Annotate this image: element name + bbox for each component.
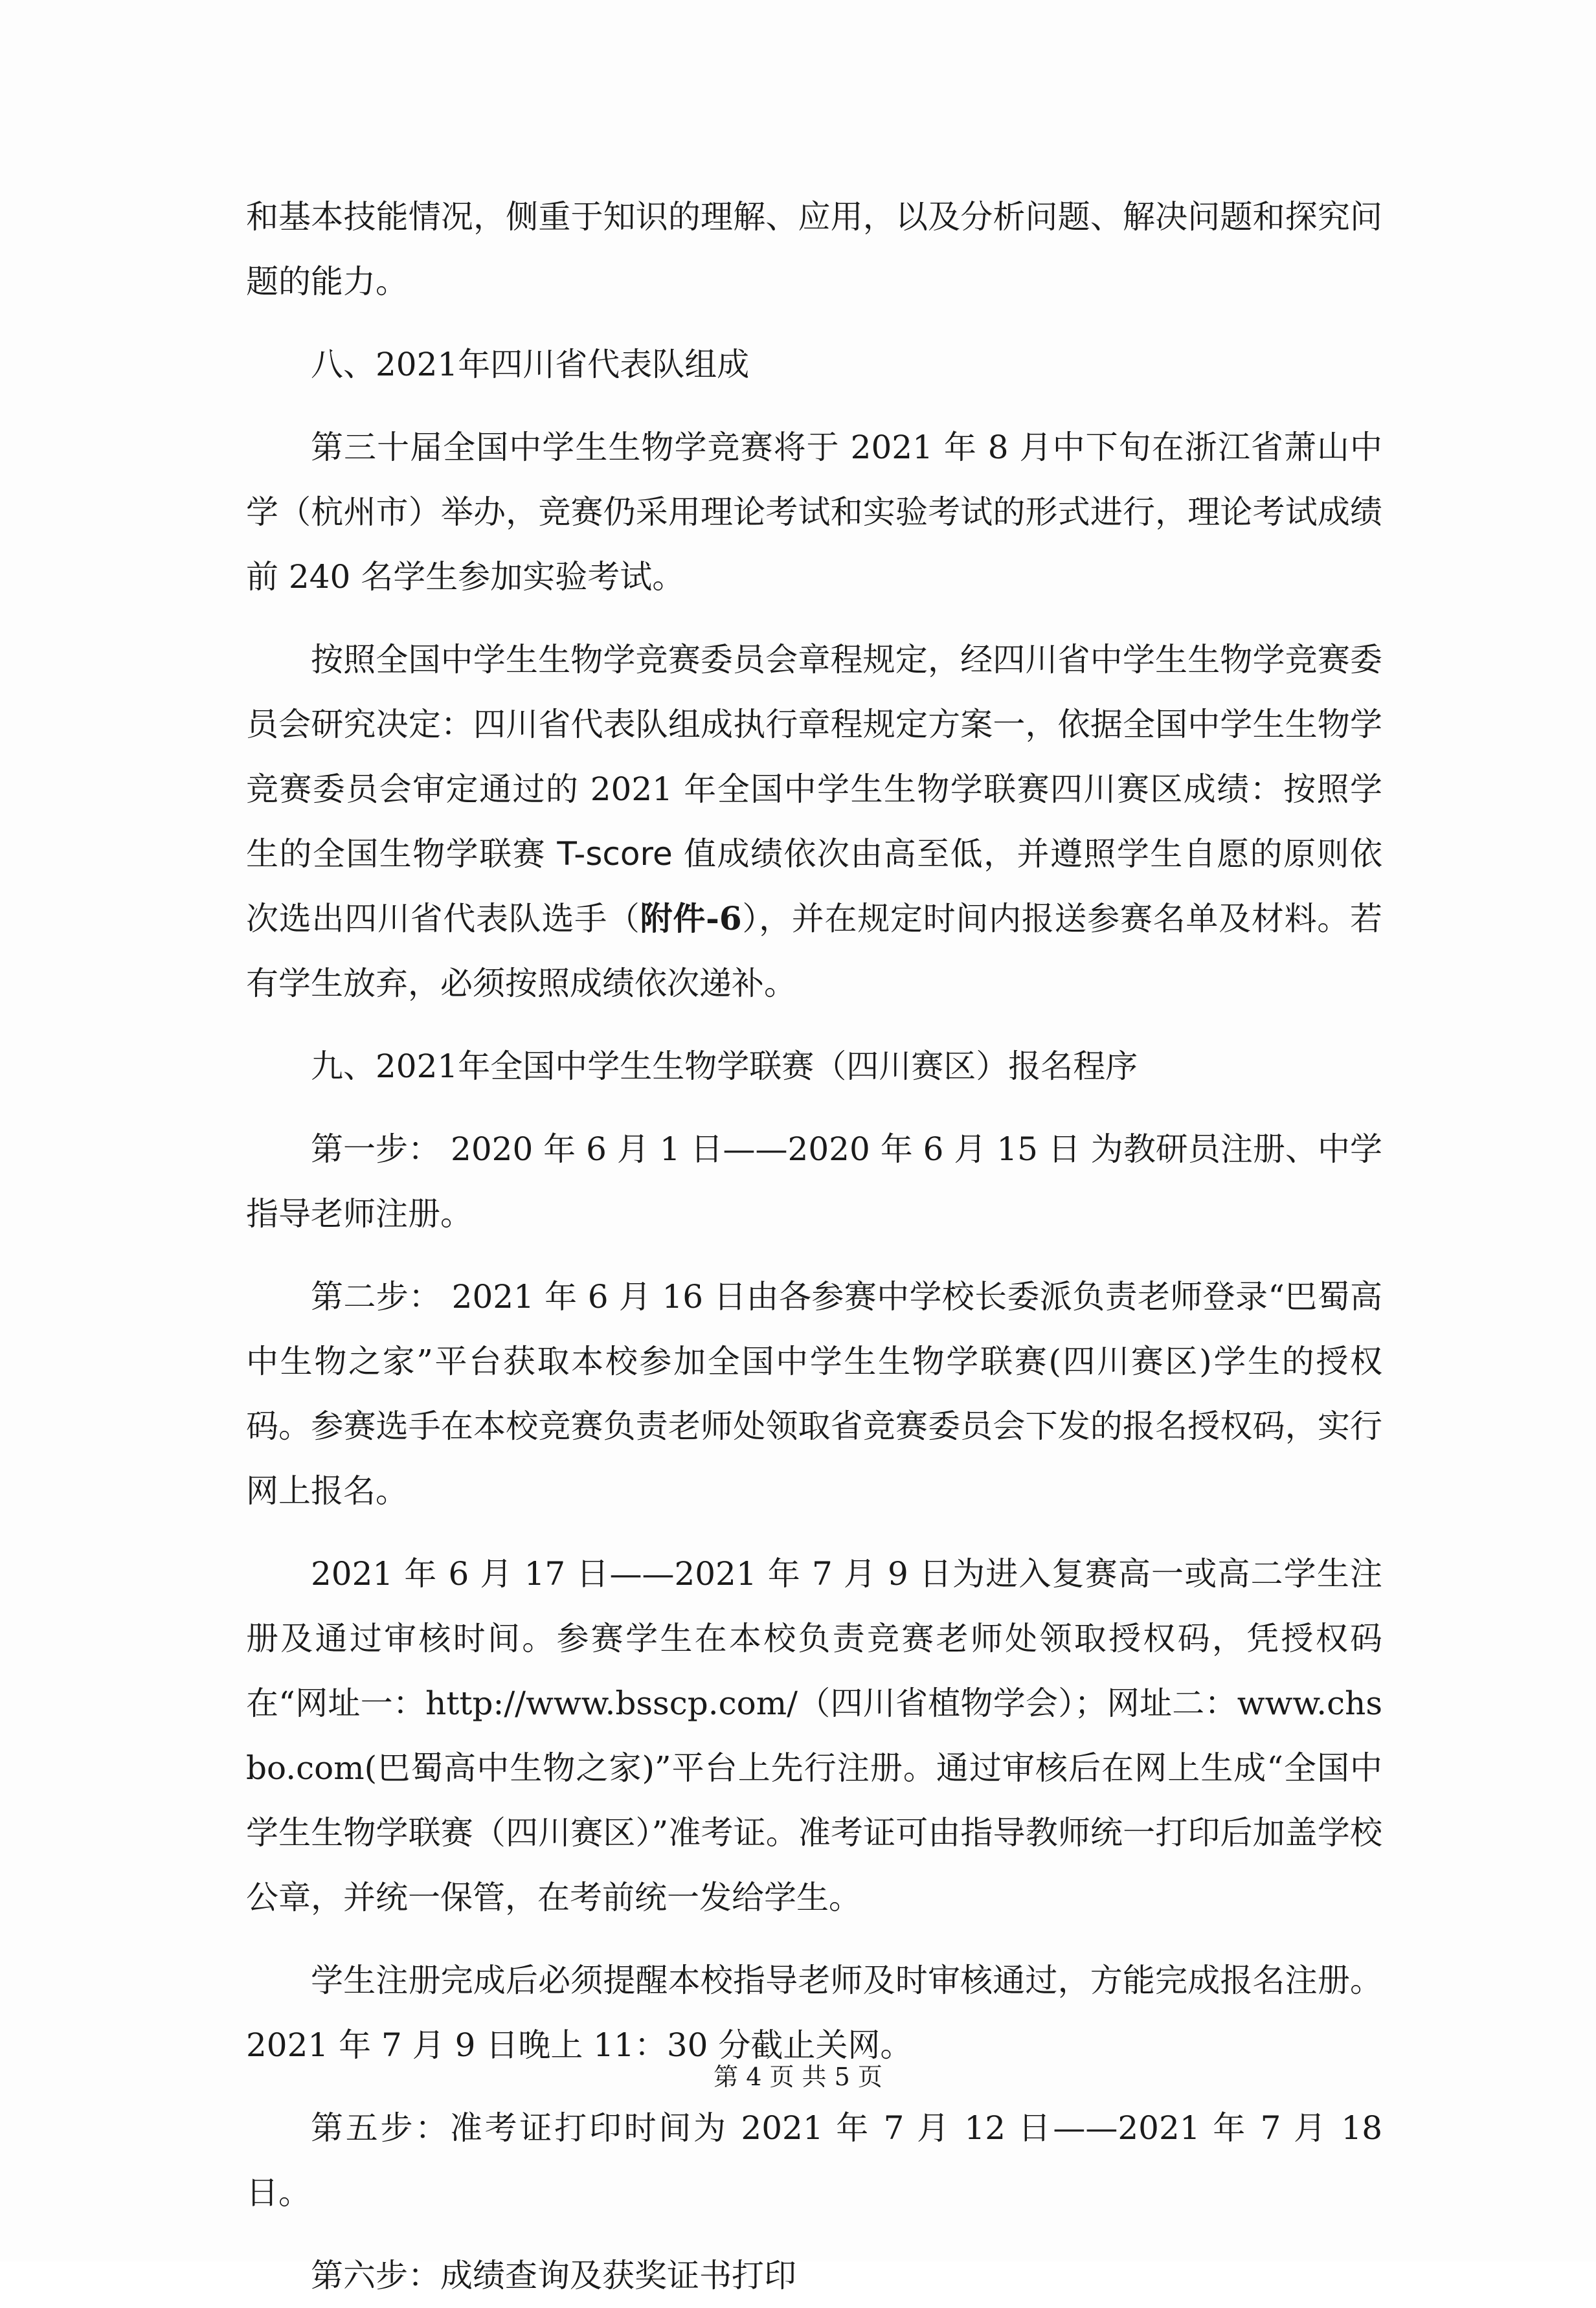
paragraph-registration-period: 2021 年 6 月 17 日——2021 年 7 月 9 日为进入复赛高一或高二学生注册及通过审核时间。参赛学生在本校负责竞赛老师处领取授权码，凭授权码在“网址一：http://www.bsscp.com/（四川省植物学会）；网址二：www.chsbo.com(巴蜀高中生物之家)”平台上先行注册。通过审核后在网上生成“全国中学生生物学联赛（四川赛区）”准考证。准考证可由指导教师统一打印后加盖学校公章，并统一保管，在考前统一发给学生。 (246, 1555, 1383, 1916)
paragraph-competition-info: 第三十届全国中学生生物学竞赛将于 2021 年 8 月中下旬在浙江省萧山中学（杭州市）举办，竞赛仍采用理论考试和实验考试的形式进行，理论考试成绩前 240 名学生参加实验考试。 (246, 429, 1382, 596)
team-selection-text-a: 按照全国中学生生物学竞赛委员会章程规定，经四川省中学生生物学竞赛委员会研究决定：四川省代表队组成执行章程规定方案一，依据全国中学生生物学竞赛委员会审定通过的 2021 年全国中学生生物学联赛四川赛区成绩：按照学生的全国生物学联赛 (246, 641, 1382, 873)
section-heading-8: 八、2021年四川省代表队组成 (311, 346, 750, 383)
paragraph-registration-deadline: 学生注册完成后必须提醒本校指导老师及时审核通过，方能完成报名注册。2021 年 7 月 9 日晚上 11：30 分截止关网。 (246, 1962, 1382, 2064)
tscore-term: T-score (557, 835, 673, 873)
paragraph-continuation: 和基本技能情况，侧重于知识的理解、应用，以及分析问题、解决问题和探究问题的能力。 (246, 198, 1382, 300)
step-5: 第五步：准考证打印时间为 2021 年 7 月 12 日——2021 年 7 月 18 日。 (246, 2109, 1382, 2212)
attachment-reference: 附件-6 (640, 899, 742, 937)
step-6: 第六步：成绩查询及获奖证书打印 (311, 2257, 796, 2294)
document-body (246, 185, 1382, 2308)
step-1: 第一步： 2020 年 6 月 1 日——2020 年 6 月 15 日 为教研员注册、中学指导老师注册。 (246, 1130, 1382, 1233)
section-heading-9: 九、2021年全国中学生生物学联赛（四川赛区）报名程序 (311, 1048, 1138, 1085)
page-number: 第 4 页 共 5 页 (714, 2063, 882, 2091)
team-selection-text-c: ），并在规定时间内报送参赛名单及材料。若有学生放弃，必须按照成绩依次递补。 (246, 900, 1383, 1002)
paragraph-team-selection (246, 627, 1382, 1016)
team-selection-text-b: 值成绩依次由高至低，并遵照学生自愿的原则依次选出四川省代表队选手（ (246, 835, 1382, 937)
step-2: 第二步： 2021 年 6 月 16 日由各参赛中学校长委派负责老师登录“巴蜀高中生物之家”平台获取本校参加全国中学生生物学联赛(四川赛区)学生的授权码。参赛选手在本校竞赛负责老师处领取省竞赛委员会下发的报名授权码，实行网上报名。 (246, 1278, 1382, 1510)
